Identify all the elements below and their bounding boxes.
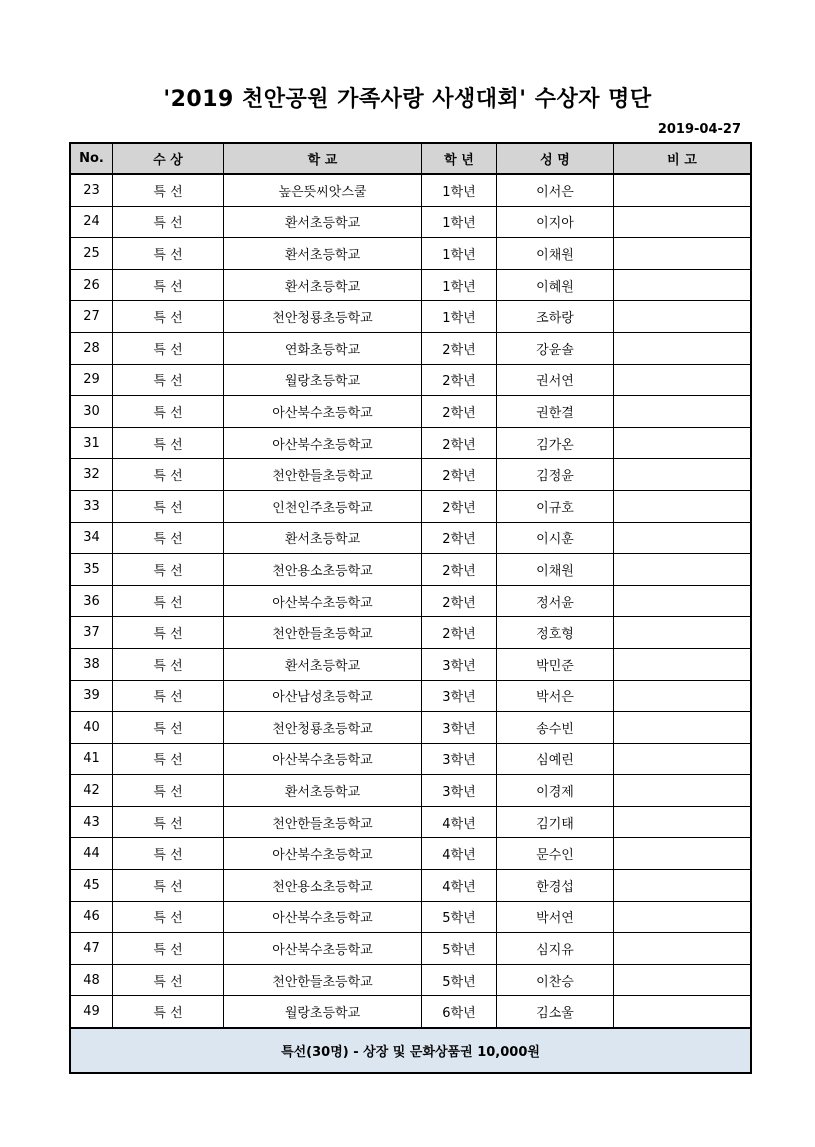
cell-school: 환서초등학교	[224, 238, 422, 270]
cell-award: 특 선	[113, 901, 224, 933]
cell-no: 24	[70, 206, 113, 238]
cell-no: 34	[70, 522, 113, 554]
cell-award: 특 선	[113, 838, 224, 870]
table-row	[70, 459, 751, 491]
table-row	[70, 174, 751, 206]
cell-no: 47	[70, 933, 113, 965]
cell-grade: 3학년	[422, 648, 497, 680]
cell-school: 천안한들초등학교	[224, 806, 422, 838]
cell-note	[614, 269, 752, 301]
table-row	[70, 522, 751, 554]
cell-award: 특 선	[113, 269, 224, 301]
cell-school: 아산북수초등학교	[224, 901, 422, 933]
cell-grade: 2학년	[422, 459, 497, 491]
cell-name: 강윤솔	[497, 332, 614, 364]
prize-summary: 특선(30명) - 상장 및 문화상품권 10,000원	[70, 1028, 751, 1073]
cell-name: 김가온	[497, 427, 614, 459]
cell-award: 특 선	[113, 490, 224, 522]
cell-note	[614, 775, 752, 807]
table-row	[70, 933, 751, 965]
cell-school: 월랑초등학교	[224, 364, 422, 396]
cell-grade: 3학년	[422, 743, 497, 775]
cell-grade: 4학년	[422, 838, 497, 870]
cell-school: 높은뜻씨앗스쿨	[224, 174, 422, 206]
cell-no: 32	[70, 459, 113, 491]
cell-note	[614, 554, 752, 586]
cell-note	[614, 585, 752, 617]
header-award: 수 상	[113, 143, 224, 174]
table-header-row	[70, 143, 751, 174]
cell-award: 특 선	[113, 427, 224, 459]
cell-grade: 3학년	[422, 680, 497, 712]
cell-no: 48	[70, 964, 113, 996]
table-row	[70, 396, 751, 428]
cell-grade: 1학년	[422, 174, 497, 206]
cell-award: 특 선	[113, 617, 224, 649]
cell-note	[614, 964, 752, 996]
cell-no: 37	[70, 617, 113, 649]
cell-award: 특 선	[113, 396, 224, 428]
table-row	[70, 648, 751, 680]
header-no: No.	[70, 143, 113, 174]
cell-grade: 1학년	[422, 238, 497, 270]
cell-award: 특 선	[113, 775, 224, 807]
cell-grade: 1학년	[422, 269, 497, 301]
cell-name: 조하랑	[497, 301, 614, 333]
cell-award: 특 선	[113, 743, 224, 775]
winners-table	[69, 142, 752, 1074]
cell-grade: 2학년	[422, 396, 497, 428]
cell-school: 아산북수초등학교	[224, 396, 422, 428]
cell-grade: 2학년	[422, 427, 497, 459]
cell-grade: 2학년	[422, 522, 497, 554]
cell-name: 송수빈	[497, 712, 614, 744]
cell-name: 김정윤	[497, 459, 614, 491]
cell-note	[614, 901, 752, 933]
cell-no: 45	[70, 870, 113, 902]
cell-award: 특 선	[113, 680, 224, 712]
cell-name: 권한결	[497, 396, 614, 428]
cell-no: 42	[70, 775, 113, 807]
cell-note	[614, 838, 752, 870]
table-row	[70, 680, 751, 712]
cell-note	[614, 522, 752, 554]
cell-award: 특 선	[113, 806, 224, 838]
cell-name: 심지유	[497, 933, 614, 965]
cell-note	[614, 743, 752, 775]
cell-award: 특 선	[113, 554, 224, 586]
cell-award: 특 선	[113, 332, 224, 364]
cell-no: 31	[70, 427, 113, 459]
cell-award: 특 선	[113, 712, 224, 744]
table-row	[70, 554, 751, 586]
cell-grade: 6학년	[422, 996, 497, 1028]
cell-no: 35	[70, 554, 113, 586]
cell-no: 38	[70, 648, 113, 680]
cell-note	[614, 806, 752, 838]
cell-note	[614, 617, 752, 649]
cell-no: 43	[70, 806, 113, 838]
cell-grade: 4학년	[422, 806, 497, 838]
cell-name: 한경섭	[497, 870, 614, 902]
cell-grade: 2학년	[422, 554, 497, 586]
cell-no: 26	[70, 269, 113, 301]
table-row	[70, 269, 751, 301]
table-row	[70, 364, 751, 396]
cell-school: 천안용소초등학교	[224, 554, 422, 586]
cell-school: 아산북수초등학교	[224, 427, 422, 459]
cell-name: 김소울	[497, 996, 614, 1028]
cell-name: 정호형	[497, 617, 614, 649]
cell-award: 특 선	[113, 459, 224, 491]
table-row	[70, 332, 751, 364]
cell-grade: 2학년	[422, 617, 497, 649]
table-body	[70, 174, 751, 1028]
cell-school: 아산북수초등학교	[224, 838, 422, 870]
cell-no: 25	[70, 238, 113, 270]
cell-grade: 5학년	[422, 901, 497, 933]
cell-grade: 4학년	[422, 870, 497, 902]
cell-school: 천안한들초등학교	[224, 617, 422, 649]
cell-school: 천안청룡초등학교	[224, 301, 422, 333]
cell-note	[614, 712, 752, 744]
cell-school: 아산남성초등학교	[224, 680, 422, 712]
cell-note	[614, 364, 752, 396]
cell-award: 특 선	[113, 174, 224, 206]
cell-name: 이채원	[497, 554, 614, 586]
cell-no: 46	[70, 901, 113, 933]
header-note: 비 고	[614, 143, 752, 174]
cell-note	[614, 459, 752, 491]
cell-school: 인천인주초등학교	[224, 490, 422, 522]
cell-school: 월랑초등학교	[224, 996, 422, 1028]
cell-grade: 5학년	[422, 933, 497, 965]
cell-name: 박민준	[497, 648, 614, 680]
cell-school: 환서초등학교	[224, 269, 422, 301]
table-row	[70, 712, 751, 744]
cell-name: 이규호	[497, 490, 614, 522]
cell-grade: 1학년	[422, 301, 497, 333]
cell-note	[614, 238, 752, 270]
table-row	[70, 743, 751, 775]
cell-name: 이지아	[497, 206, 614, 238]
cell-school: 천안한들초등학교	[224, 459, 422, 491]
cell-award: 특 선	[113, 964, 224, 996]
cell-no: 27	[70, 301, 113, 333]
table-row	[70, 775, 751, 807]
cell-school: 천안청룡초등학교	[224, 712, 422, 744]
table-row	[70, 585, 751, 617]
cell-school: 천안용소초등학교	[224, 870, 422, 902]
cell-school: 아산북수초등학교	[224, 743, 422, 775]
header-school: 학 교	[224, 143, 422, 174]
cell-note	[614, 301, 752, 333]
table-row	[70, 617, 751, 649]
cell-no: 36	[70, 585, 113, 617]
cell-no: 49	[70, 996, 113, 1028]
table-footer-row	[70, 1028, 751, 1073]
table-row	[70, 301, 751, 333]
cell-grade: 3학년	[422, 775, 497, 807]
cell-school: 연화초등학교	[224, 332, 422, 364]
table-row	[70, 870, 751, 902]
cell-name: 이서은	[497, 174, 614, 206]
cell-name: 김기태	[497, 806, 614, 838]
cell-name: 정서윤	[497, 585, 614, 617]
cell-grade: 3학년	[422, 712, 497, 744]
cell-school: 아산북수초등학교	[224, 585, 422, 617]
cell-award: 특 선	[113, 206, 224, 238]
cell-award: 특 선	[113, 996, 224, 1028]
table-row	[70, 996, 751, 1028]
table-row	[70, 427, 751, 459]
table-row	[70, 490, 751, 522]
cell-name: 이혜원	[497, 269, 614, 301]
cell-award: 특 선	[113, 238, 224, 270]
cell-no: 28	[70, 332, 113, 364]
cell-name: 박서연	[497, 901, 614, 933]
cell-grade: 2학년	[422, 332, 497, 364]
header-grade: 학 년	[422, 143, 497, 174]
cell-no: 39	[70, 680, 113, 712]
cell-no: 29	[70, 364, 113, 396]
page-title: '2019 천안공원 가족사랑 사생대회' 수상자 명단	[163, 87, 652, 112]
cell-school: 천안한들초등학교	[224, 964, 422, 996]
cell-school: 아산북수초등학교	[224, 933, 422, 965]
cell-note	[614, 206, 752, 238]
cell-no: 44	[70, 838, 113, 870]
cell-note	[614, 996, 752, 1028]
cell-note	[614, 174, 752, 206]
table-row	[70, 964, 751, 996]
cell-school: 환서초등학교	[224, 522, 422, 554]
cell-grade: 2학년	[422, 490, 497, 522]
cell-no: 23	[70, 174, 113, 206]
cell-note	[614, 396, 752, 428]
cell-no: 40	[70, 712, 113, 744]
cell-school: 환서초등학교	[224, 775, 422, 807]
cell-no: 41	[70, 743, 113, 775]
cell-note	[614, 427, 752, 459]
cell-name: 문수인	[497, 838, 614, 870]
table-row	[70, 206, 751, 238]
cell-no: 30	[70, 396, 113, 428]
cell-award: 특 선	[113, 522, 224, 554]
cell-award: 특 선	[113, 933, 224, 965]
cell-note	[614, 933, 752, 965]
cell-name: 이채원	[497, 238, 614, 270]
cell-award: 특 선	[113, 648, 224, 680]
cell-award: 특 선	[113, 585, 224, 617]
cell-grade: 2학년	[422, 364, 497, 396]
table-row	[70, 238, 751, 270]
cell-name: 권서연	[497, 364, 614, 396]
cell-note	[614, 490, 752, 522]
cell-name: 이경제	[497, 775, 614, 807]
cell-award: 특 선	[113, 870, 224, 902]
cell-name: 박서은	[497, 680, 614, 712]
cell-name: 심예린	[497, 743, 614, 775]
cell-award: 특 선	[113, 301, 224, 333]
cell-note	[614, 870, 752, 902]
cell-note	[614, 332, 752, 364]
cell-name: 이찬승	[497, 964, 614, 996]
cell-note	[614, 648, 752, 680]
header-name: 성 명	[497, 143, 614, 174]
cell-grade: 1학년	[422, 206, 497, 238]
document-date: 2019-04-27	[657, 122, 741, 137]
cell-award: 특 선	[113, 364, 224, 396]
cell-grade: 2학년	[422, 585, 497, 617]
table-row	[70, 838, 751, 870]
cell-grade: 5학년	[422, 964, 497, 996]
cell-school: 환서초등학교	[224, 206, 422, 238]
cell-note	[614, 680, 752, 712]
cell-school: 환서초등학교	[224, 648, 422, 680]
cell-no: 33	[70, 490, 113, 522]
table-row	[70, 806, 751, 838]
cell-name: 이시훈	[497, 522, 614, 554]
table-row	[70, 901, 751, 933]
